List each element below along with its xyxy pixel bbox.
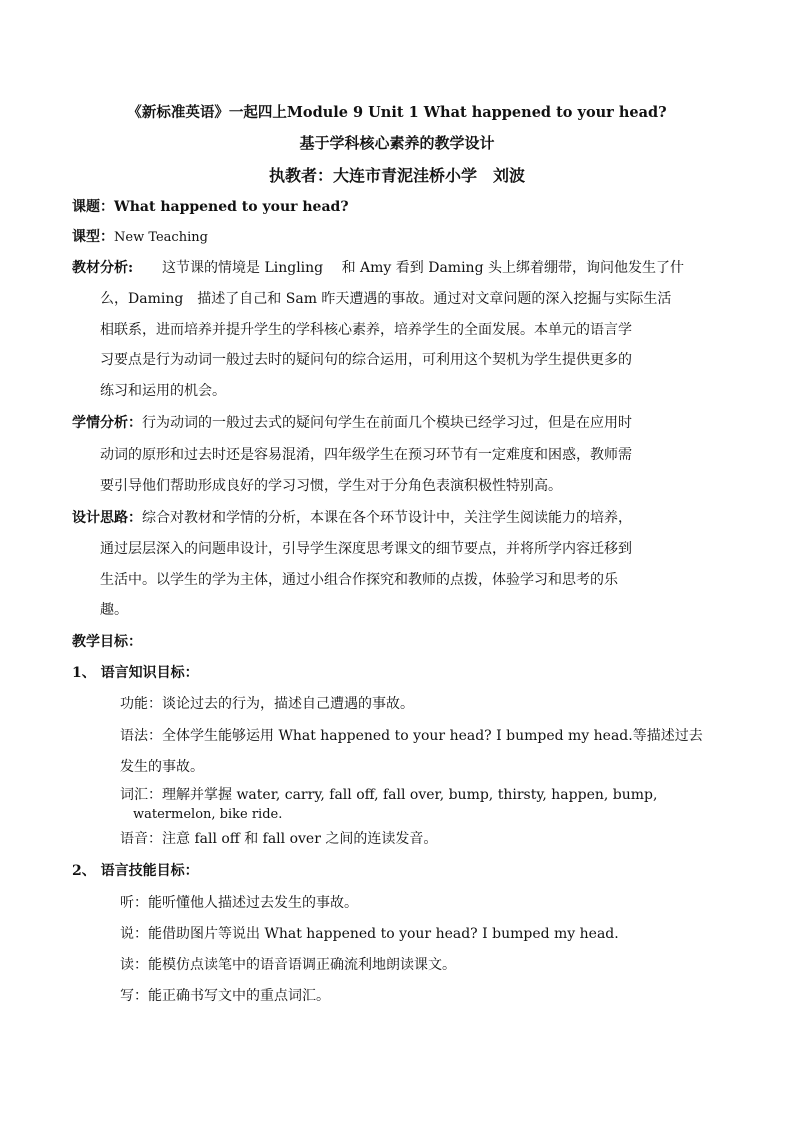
skills-listen: 听：能听懂他人描述过去发生的事故。 — [120, 895, 358, 911]
topic-row — [72, 198, 349, 216]
design-idea-line: 趣。 — [100, 602, 128, 618]
lesson-type-row — [72, 228, 208, 247]
student-analysis-row — [72, 414, 632, 432]
student-analysis-line: 要引导他们帮助形成良好的学习习惯，学生对于分角色表演积极性特别高。 — [100, 478, 562, 494]
objectives-heading: 教学目标： — [72, 634, 142, 650]
design-idea-line: 综合对教材和学情的分析，本课在各个环节设计中，关注学生阅读能力的培养， — [142, 510, 632, 526]
material-analysis-line: 这节课的情境是 Lingling 和 Amy 看到 Daming 头上绑着绷带，询问他发生了什 — [162, 260, 684, 276]
material-analysis-row — [72, 259, 133, 277]
material-analysis-label: 教材分析: — [72, 260, 134, 276]
document-subtitle: 基于学科核心素养的教学设计 — [299, 134, 495, 152]
material-analysis-line: 习要点是行为动词一般过去时的疑问句的综合运用，可利用这个契机为学生提供更多的 — [100, 352, 632, 368]
knowledge-grammar: 语法：全体学生能够运用 What happened to your head? I bumped my head.等描述过去 — [120, 728, 703, 744]
design-idea-line: 生活中。以学生的学为主体，通过小组合作探究和教师的点拨，体验学习和思考的乐 — [100, 572, 618, 588]
material-analysis-line: 么，Daming 描述了自己和 Sam 昨天遭遇的事故。通过对文章问题的深入挖掘与实际生活 — [100, 291, 672, 307]
design-idea-line: 通过层层深入的问题串设计，引导学生深度思考课文的细节要点，并将所学内容迁移到 — [100, 541, 632, 557]
design-idea-row — [72, 509, 632, 527]
topic-label: 课题： — [72, 199, 114, 215]
skills-heading: 2、 语言技能目标： — [72, 863, 199, 879]
material-analysis-line: 练习和运用的机会。 — [100, 383, 226, 399]
skills-write: 写：能正确书写文中的重点词汇。 — [120, 988, 330, 1004]
knowledge-vocab: 词汇：理解并掌握 water, carry, fall off, fall over, bump, thirsty, happen, bump, — [120, 787, 658, 803]
skills-read: 读：能模仿点读笔中的语音语调正确流利地朗读课文。 — [120, 957, 456, 973]
topic-value: What happened to your head? — [114, 199, 349, 215]
material-analysis-line: 相联系，进而培养并提升学生的学科核心素养，培养学生的全面发展。本单元的语言学 — [100, 322, 632, 338]
student-analysis-label: 学情分析： — [72, 415, 142, 431]
lesson-type-label: 课型： — [72, 229, 114, 245]
knowledge-function: 功能：谈论过去的行为，描述自己遭遇的事故。 — [120, 696, 414, 712]
student-analysis-line: 动词的原形和过去时还是容易混淆，四年级学生在预习环节有一定难度和困惑，教师需 — [100, 447, 632, 463]
skills-speak: 说：能借助图片等说出 What happened to your head? I bumped my head. — [120, 926, 619, 942]
document-title: 《新标准英语》一起四上Module 9 Unit 1 What happened to your head? — [127, 104, 667, 121]
document-author: 执教者：大连市青泥洼桥小学 刘波 — [268, 166, 525, 185]
knowledge-vocab-cont: watermelon, bike ride. — [133, 807, 283, 822]
knowledge-grammar-cont: 发生的事故。 — [120, 759, 204, 775]
knowledge-phonetics: 语音：注意 fall off 和 fall over 之间的连读发音。 — [120, 831, 438, 847]
design-idea-label: 设计思路： — [72, 510, 142, 526]
lesson-type-value: New Teaching — [114, 230, 208, 245]
knowledge-heading: 1、 语言知识目标： — [72, 665, 199, 681]
student-analysis-line: 行为动词的一般过去式的疑问句学生在前面几个模块已经学习过，但是在应用时 — [142, 415, 632, 431]
